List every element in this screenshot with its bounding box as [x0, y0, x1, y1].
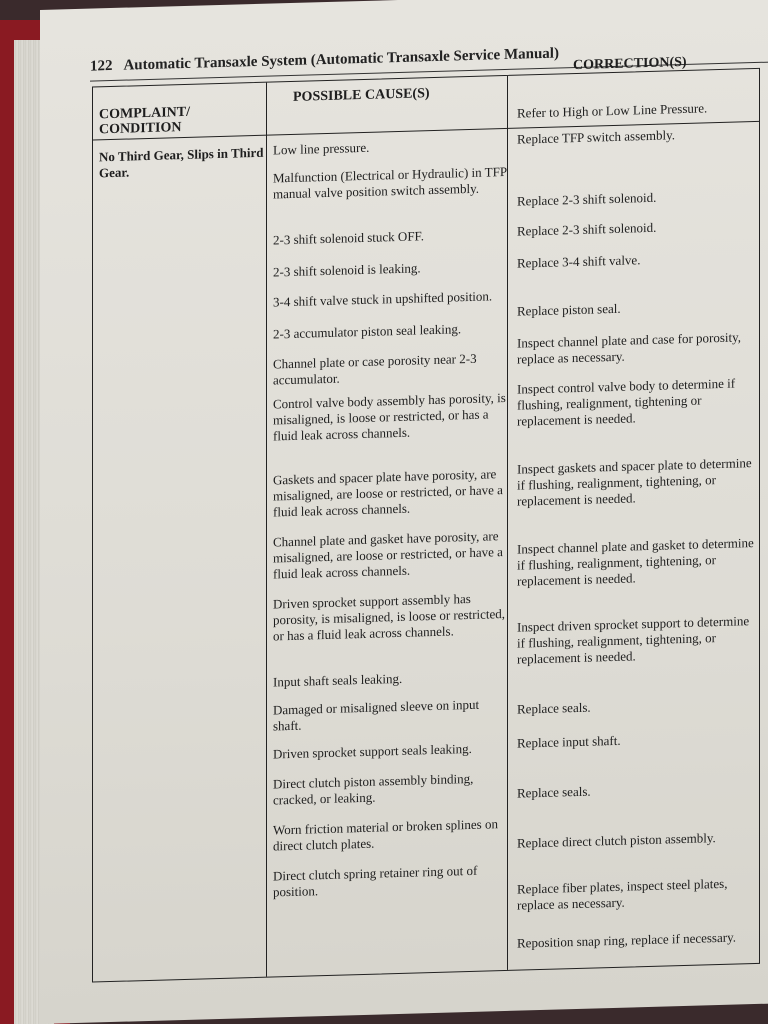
correction-item: Inspect gaskets and spacer plate to determine if flushing, realignment, tightening, or replacement is needed. — [517, 455, 752, 509]
running-header — [90, 46, 559, 76]
cause-item: Channel plate and gasket have porosity, are misaligned, are loose or restricted, or have a fluid leak across channels. — [273, 528, 503, 582]
cause-item: Worn friction material or broken splines on direct clutch plates. — [273, 816, 498, 854]
cause-item: Direct clutch piston assembly binding, cracked, or leaking. — [273, 770, 474, 808]
corrections-column — [513, 99, 757, 951]
correction-item: Inspect channel plate and case for porosity, replace as necessary. — [517, 329, 742, 367]
page-number: 122 — [90, 57, 113, 75]
cause-item: 2-3 shift solenoid stuck OFF. — [273, 228, 424, 248]
page-title: Automatic Transaxle System (Automatic Transaxle Service Manual) — [123, 45, 559, 74]
correction-item: Replace 2-3 shift solenoid. — [517, 219, 657, 239]
column-header-complaint: COMPLAINT/ CONDITION — [99, 104, 190, 138]
correction-item: Refer to High or Low Line Pressure. — [517, 100, 708, 121]
correction-item: Replace piston seal. — [517, 300, 621, 319]
correction-item: Replace input shaft. — [517, 732, 621, 751]
correction-item: Inspect channel plate and gasket to determine if flushing, realignment, tightening, or replacement is needed. — [517, 535, 754, 589]
correction-item: Replace 3-4 shift valve. — [517, 252, 641, 271]
complaint-condition: No Third Gear, Slips in Third Gear. — [99, 144, 264, 181]
manual-page — [40, 0, 768, 1024]
correction-item: Inspect driven sprocket support to determine if flushing, realignment, tightening, or replacement is needed. — [517, 613, 750, 667]
correction-item: Replace 2-3 shift solenoid. — [517, 189, 657, 209]
correction-item: Replace seals. — [517, 783, 591, 801]
correction-item: Replace direct clutch piston assembly. — [517, 830, 716, 851]
column-header-causes: POSSIBLE CAUSE(S) — [293, 86, 430, 105]
correction-item: Replace seals. — [517, 699, 591, 717]
cause-item: 2-3 accumulator piston seal leaking. — [273, 321, 462, 342]
cause-item: Driven sprocket support assembly has porosity, is misaligned, is loose or restricted, or has a fluid leak across channels. — [273, 590, 506, 644]
cause-item: 3-4 shift valve stuck in upshifted position. — [273, 288, 493, 310]
cause-item: Channel plate or case porosity near 2-3 accumulator. — [273, 350, 477, 388]
causes-column — [273, 136, 508, 900]
correction-item: Reposition snap ring, replace if necessary. — [517, 929, 737, 951]
cause-item: Input shaft seals leaking. — [273, 670, 403, 690]
cause-item: Malfunction (Electrical or Hydraulic) in TFP manual valve position switch assembly. — [273, 163, 507, 202]
correction-item: Inspect control valve body to determine if flushing, realignment, tightening or replacement is needed. — [517, 375, 736, 429]
correction-item: Replace TFP switch assembly. — [517, 127, 676, 147]
cause-item: Damaged or misaligned sleeve on input shaft. — [273, 696, 480, 734]
correction-item: Replace fiber plates, inspect steel plates, replace as necessary. — [517, 875, 728, 913]
cause-item: Driven sprocket support seals leaking. — [273, 740, 472, 762]
cause-item: Control valve body assembly has porosity, is misaligned, is loose or restricted, or has a fluid leak across channels. — [273, 389, 506, 444]
cause-item: 2-3 shift solenoid is leaking. — [273, 260, 421, 280]
cause-item: Direct clutch spring retainer ring out of position. — [273, 862, 478, 900]
cause-item: Gaskets and spacer plate have porosity, are misaligned, are loose or restricted, or have a fluid leak across channels. — [273, 466, 503, 520]
column-divider — [266, 83, 267, 977]
column-header-corrections: CORRECTION(S) — [573, 54, 687, 74]
cause-item: Low line pressure. — [273, 139, 370, 158]
